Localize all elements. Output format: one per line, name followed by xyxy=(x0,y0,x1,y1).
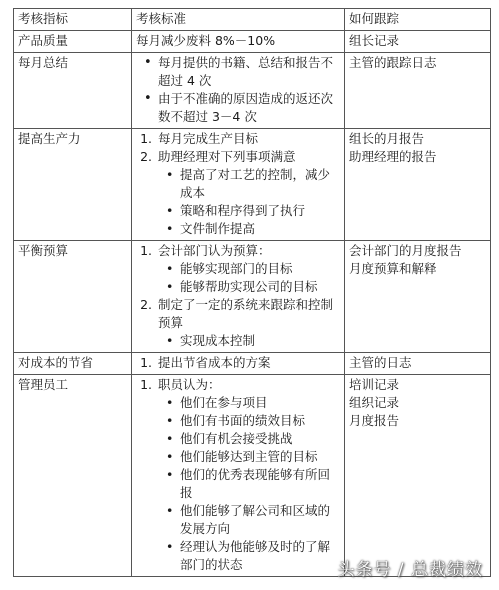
tracking-line: 会计部门的月度报告 xyxy=(349,243,462,258)
standard-text: 每月减少废料 8%－10% xyxy=(136,33,276,48)
indicator-cell: 平衡预算 xyxy=(14,241,132,353)
table-header-row xyxy=(14,9,491,31)
item-number: 1. xyxy=(140,355,152,370)
numbered-item xyxy=(140,376,340,574)
numbered-list xyxy=(136,376,340,574)
sub-list-item: • 策略和程序得到了执行 xyxy=(180,202,340,220)
header-standard: 考核标准 xyxy=(132,9,345,31)
standard-cell xyxy=(132,129,345,241)
numbered-list xyxy=(136,354,340,372)
tracking-line: 月度报告 xyxy=(349,413,400,428)
item-text: 职员认为： xyxy=(158,377,221,392)
indicator-cell: 每月总结 xyxy=(14,53,132,129)
table-row xyxy=(14,375,491,577)
indicator-cell: 提高生产力 xyxy=(14,129,132,241)
item-number: 1. xyxy=(140,243,152,258)
numbered-item xyxy=(140,296,340,350)
table-row xyxy=(14,31,491,53)
watermark: 头条号 / 总裁绩效 xyxy=(337,560,483,580)
numbered-item xyxy=(140,130,340,148)
standard-cell xyxy=(132,53,345,129)
tracking-cell xyxy=(345,53,491,129)
sub-bullet-list xyxy=(158,260,340,296)
table-row xyxy=(14,53,491,129)
numbered-item xyxy=(140,148,340,238)
item-text: 制定了一定的系统来跟踪和控制预算 xyxy=(158,297,334,330)
sub-list-item: • 实现成本控制 xyxy=(180,332,340,350)
table-row xyxy=(14,129,491,241)
sub-list-item: • 他们能够了解公司和区域的发展方向 xyxy=(180,502,340,538)
tracking-cell xyxy=(345,375,491,577)
list-item: • 由于不准确的原因造成的返还次数不超过 3－4 次 xyxy=(158,90,340,126)
item-text: 每月完成生产目标 xyxy=(158,131,259,146)
tracking-cell xyxy=(345,353,491,375)
table-body xyxy=(14,31,491,577)
indicator-cell: 管理员工 xyxy=(14,375,132,577)
sub-bullet-list xyxy=(158,166,340,238)
standard-cell xyxy=(132,31,345,53)
table-row xyxy=(14,353,491,375)
tracking-line: 组长记录 xyxy=(349,33,400,48)
tracking-line: 助理经理的报告 xyxy=(349,149,437,164)
numbered-list xyxy=(136,242,340,350)
indicator-cell: 产品质量 xyxy=(14,31,132,53)
tracking-line: 主管的跟踪日志 xyxy=(349,55,437,70)
standard-cell xyxy=(132,375,345,577)
tracking-cell xyxy=(345,129,491,241)
table-row xyxy=(14,241,491,353)
item-number: 2. xyxy=(140,297,152,312)
sub-list-item: • 他们有机会接受挑战 xyxy=(180,430,340,448)
list-item: • 每月提供的书籍、总结和报告不超过 4 次 xyxy=(158,54,340,90)
tracking-line: 月度预算和解释 xyxy=(349,261,437,276)
numbered-item xyxy=(140,354,340,372)
sub-list-item: • 能够实现部门的目标 xyxy=(180,260,340,278)
tracking-line: 培训记录 xyxy=(349,377,400,392)
standard-cell xyxy=(132,353,345,375)
sub-bullet-list xyxy=(158,332,340,350)
sub-list-item: • 能够帮助实现公司的目标 xyxy=(180,278,340,296)
sub-list-item: • 文件制作提高 xyxy=(180,220,340,238)
item-text: 提出节省成本的方案 xyxy=(158,355,271,370)
item-number: 1. xyxy=(140,131,152,146)
tracking-line: 组织记录 xyxy=(349,395,400,410)
tracking-line: 组长的月报告 xyxy=(349,131,425,146)
item-number: 1. xyxy=(140,377,152,392)
item-text: 会计部门认为预算： xyxy=(158,243,271,258)
indicator-cell: 对成本的节省 xyxy=(14,353,132,375)
kpi-table xyxy=(13,8,491,577)
sub-list-item: • 他们在参与项目 xyxy=(180,394,340,412)
sub-list-item: • 经理认为他能够及时的了解部门的状态 xyxy=(180,538,340,574)
sub-list-item: • 他们有书面的绩效目标 xyxy=(180,412,340,430)
sub-list-item: • 他们的优秀表现能够有所回报 xyxy=(180,466,340,502)
bullet-list xyxy=(136,54,340,126)
header-tracking: 如何跟踪 xyxy=(345,9,491,31)
sub-list-item: • 他们能够达到主管的目标 xyxy=(180,448,340,466)
numbered-list xyxy=(136,130,340,238)
item-number: 2. xyxy=(140,149,152,164)
numbered-item xyxy=(140,242,340,296)
sub-list-item: • 提高了对工艺的控制，减少成本 xyxy=(180,166,340,202)
standard-cell xyxy=(132,241,345,353)
tracking-cell xyxy=(345,31,491,53)
item-text: 助理经理对下列事项满意 xyxy=(158,149,296,164)
sub-bullet-list xyxy=(158,394,340,574)
tracking-cell xyxy=(345,241,491,353)
header-indicator: 考核指标 xyxy=(14,9,132,31)
tracking-line: 主管的日志 xyxy=(349,355,412,370)
